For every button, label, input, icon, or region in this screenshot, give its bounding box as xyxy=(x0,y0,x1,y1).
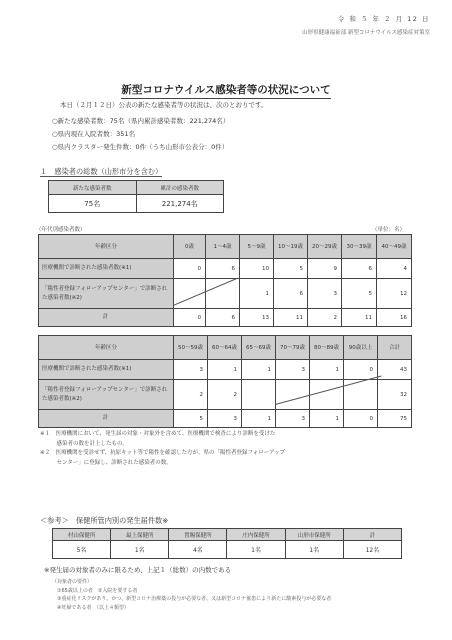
value-new-cases: 75名 xyxy=(49,195,137,213)
summary-table xyxy=(48,180,224,213)
row-label-clinics: 医療機関で診断された感染者数(※1) xyxy=(39,259,174,279)
age-col-header: 合計 xyxy=(378,336,412,360)
bullet-hospitalized: ○県内現在入院者数：351名 xyxy=(52,130,136,139)
table-cell: 75 xyxy=(378,410,412,428)
row-label-total: 計 xyxy=(39,309,174,327)
age-table-caption: （年代別感染者数） xyxy=(36,227,86,233)
table-cell: 0 xyxy=(174,259,206,279)
table-cell: 32 xyxy=(378,380,412,410)
age-col-header: 65〜69歳 xyxy=(242,336,276,360)
table-cell: 6 xyxy=(342,259,377,279)
row-label-followup-center: 「陽性者登録フォローアップセンター」で診断された感染者数(※2) xyxy=(39,279,174,309)
note-2: ※２ 医療機関を受診せず、抗原キット等で陽性を確認した方が、県の「陽性者登録フォローアップ xyxy=(40,450,286,456)
age-header-label: 年齢区分 xyxy=(39,336,174,360)
table-cell: 0 xyxy=(174,309,206,327)
hc-header: 置賜保健所 xyxy=(169,529,227,541)
table-cell: 43 xyxy=(378,360,412,380)
hc-header: 最上保健所 xyxy=(111,529,169,541)
criteria-item: ③重症化リスクがあり、かつ、新型コロナ治療薬の投与が必要な者、又は新型コロナ罹患により新たに酸素投与が必要な者 xyxy=(52,596,332,602)
table-cell xyxy=(310,380,344,410)
hc-value: 1名 xyxy=(285,541,343,559)
criteria-item: ④妊婦である者 （以上４類型） xyxy=(52,604,129,611)
row-label-clinics: 医療機関で診断された感染者数(※1) xyxy=(39,360,174,380)
row-label-followup-center: 「陽性者登録フォローアップセンター」で診断された感染者数(※2) xyxy=(39,380,174,410)
table-cell: 5 xyxy=(174,410,208,428)
header-new-cases: 新たな感染者数 xyxy=(49,181,137,195)
age-col-header: 90歳以上 xyxy=(344,336,378,360)
age-table-1 xyxy=(38,234,412,327)
table-cell: 3 xyxy=(308,279,342,309)
age-col-header: 70〜79歳 xyxy=(276,336,310,360)
table-cell xyxy=(242,380,276,410)
health-center-table xyxy=(52,528,402,559)
table-cell: 4 xyxy=(377,259,412,279)
eligibility-criteria xyxy=(52,578,331,612)
page-title: 新型コロナウイルス感染者等の状況について xyxy=(0,82,452,99)
hc-value: 5名 xyxy=(53,541,111,559)
table-cell: 1 xyxy=(310,360,344,380)
criteria-heading: （対象者の要件） xyxy=(52,579,93,585)
header-cumulative-cases: 累計の感染者数 xyxy=(136,181,224,195)
table-cell: 0 xyxy=(344,410,378,428)
table-cell: 1 xyxy=(240,279,274,309)
table-cell: 10 xyxy=(240,259,274,279)
table-cell: 1 xyxy=(242,360,276,380)
age-col-header: 0歳 xyxy=(174,235,206,259)
table-notes xyxy=(40,430,285,468)
document-date: 令 和 ５ 年 ２ 月 12 日 xyxy=(337,15,430,23)
age-col-header: 40〜49歳 xyxy=(377,235,412,259)
table-cell: 2 xyxy=(208,380,242,410)
table-cell: 6 xyxy=(206,309,240,327)
note-2-cont: センター」に登録し、診断された感染者の数。 xyxy=(40,459,172,466)
age-col-header: 20〜29歳 xyxy=(308,235,342,259)
hc-value: 4名 xyxy=(169,541,227,559)
table-cell: 5 xyxy=(274,259,308,279)
intro-text: 本日（２月１２日）公表の新たな感染者等の状況は、次のとおりです。 xyxy=(60,101,268,109)
section-1-heading: １ 感染者の総数（山形市分を含む） xyxy=(40,167,163,176)
unit-label: （単位：名） xyxy=(372,227,406,233)
table-cell: 12 xyxy=(377,279,412,309)
hc-header: 村山保健所 xyxy=(53,529,111,541)
table-cell: 1 xyxy=(242,410,276,428)
hc-header: 庄内保健所 xyxy=(227,529,285,541)
row-label-total: 計 xyxy=(39,410,174,428)
table-cell: 6 xyxy=(274,279,308,309)
note-1: ※１ 医療機関において、発生届の対象・対象外を含めて、医療機関で検査により診断を受けた xyxy=(40,431,276,437)
value-cumulative-cases: 221,274名 xyxy=(136,195,224,213)
note-1-cont: 感染者の数を計上したもの。 xyxy=(40,440,128,447)
hc-value: 1名 xyxy=(227,541,285,559)
table-cell: 1 xyxy=(208,360,242,380)
table-cell: 13 xyxy=(240,309,274,327)
table-cell: 6 xyxy=(206,259,240,279)
table-cell: 3 xyxy=(208,410,242,428)
age-header-label: 年齢区分 xyxy=(39,235,174,259)
table-cell: 3 xyxy=(276,410,310,428)
age-col-header: 50〜59歳 xyxy=(174,336,208,360)
hc-header: 計 xyxy=(343,529,401,541)
bullet-new-cases: ○新たな感染者数：75名（県内累計感染者数：221,274名） xyxy=(52,117,230,125)
age-col-header: 5〜9歳 xyxy=(240,235,274,259)
table-cell: 3 xyxy=(174,360,208,380)
age-col-header: 30〜39歳 xyxy=(342,235,377,259)
issuing-department: 山形県健康福祉部 新型コロナウイルス感染症対策室 xyxy=(302,30,430,36)
table-cell: 0 xyxy=(344,360,378,380)
table-cell xyxy=(276,380,310,410)
table-cell: 11 xyxy=(342,309,377,327)
summary-bullets xyxy=(52,115,229,155)
criteria-item: ①65歳以上の者 ②入院を要する者 xyxy=(52,587,138,594)
bullet-clusters: ○県内クラスター発生件数：0件（うち山形市公表分：0件） xyxy=(52,143,229,152)
table-cell: 2 xyxy=(308,309,342,327)
hc-value: 1名 xyxy=(111,541,169,559)
age-col-header: 1〜4歳 xyxy=(206,235,240,259)
hc-header: 山形市保健所 xyxy=(285,529,343,541)
table-cell: 5 xyxy=(342,279,377,309)
table-cell: 1 xyxy=(310,410,344,428)
age-col-header: 60〜64歳 xyxy=(208,336,242,360)
age-col-header: 10〜19歳 xyxy=(274,235,308,259)
reference-heading: ＜参考＞ 保健所管内別の発生届件数※ xyxy=(40,516,169,525)
reference-footnote: ※発生届の対象者のみに限るため、上記１（総数）の内数である xyxy=(44,566,232,574)
table-cell: 3 xyxy=(276,360,310,380)
age-col-header: 80〜89歳 xyxy=(310,336,344,360)
table-cell: 2 xyxy=(174,380,208,410)
table-cell: 16 xyxy=(377,309,412,327)
hc-value: 12名 xyxy=(343,541,401,559)
table-cell: 9 xyxy=(308,259,342,279)
table-cell: 11 xyxy=(274,309,308,327)
